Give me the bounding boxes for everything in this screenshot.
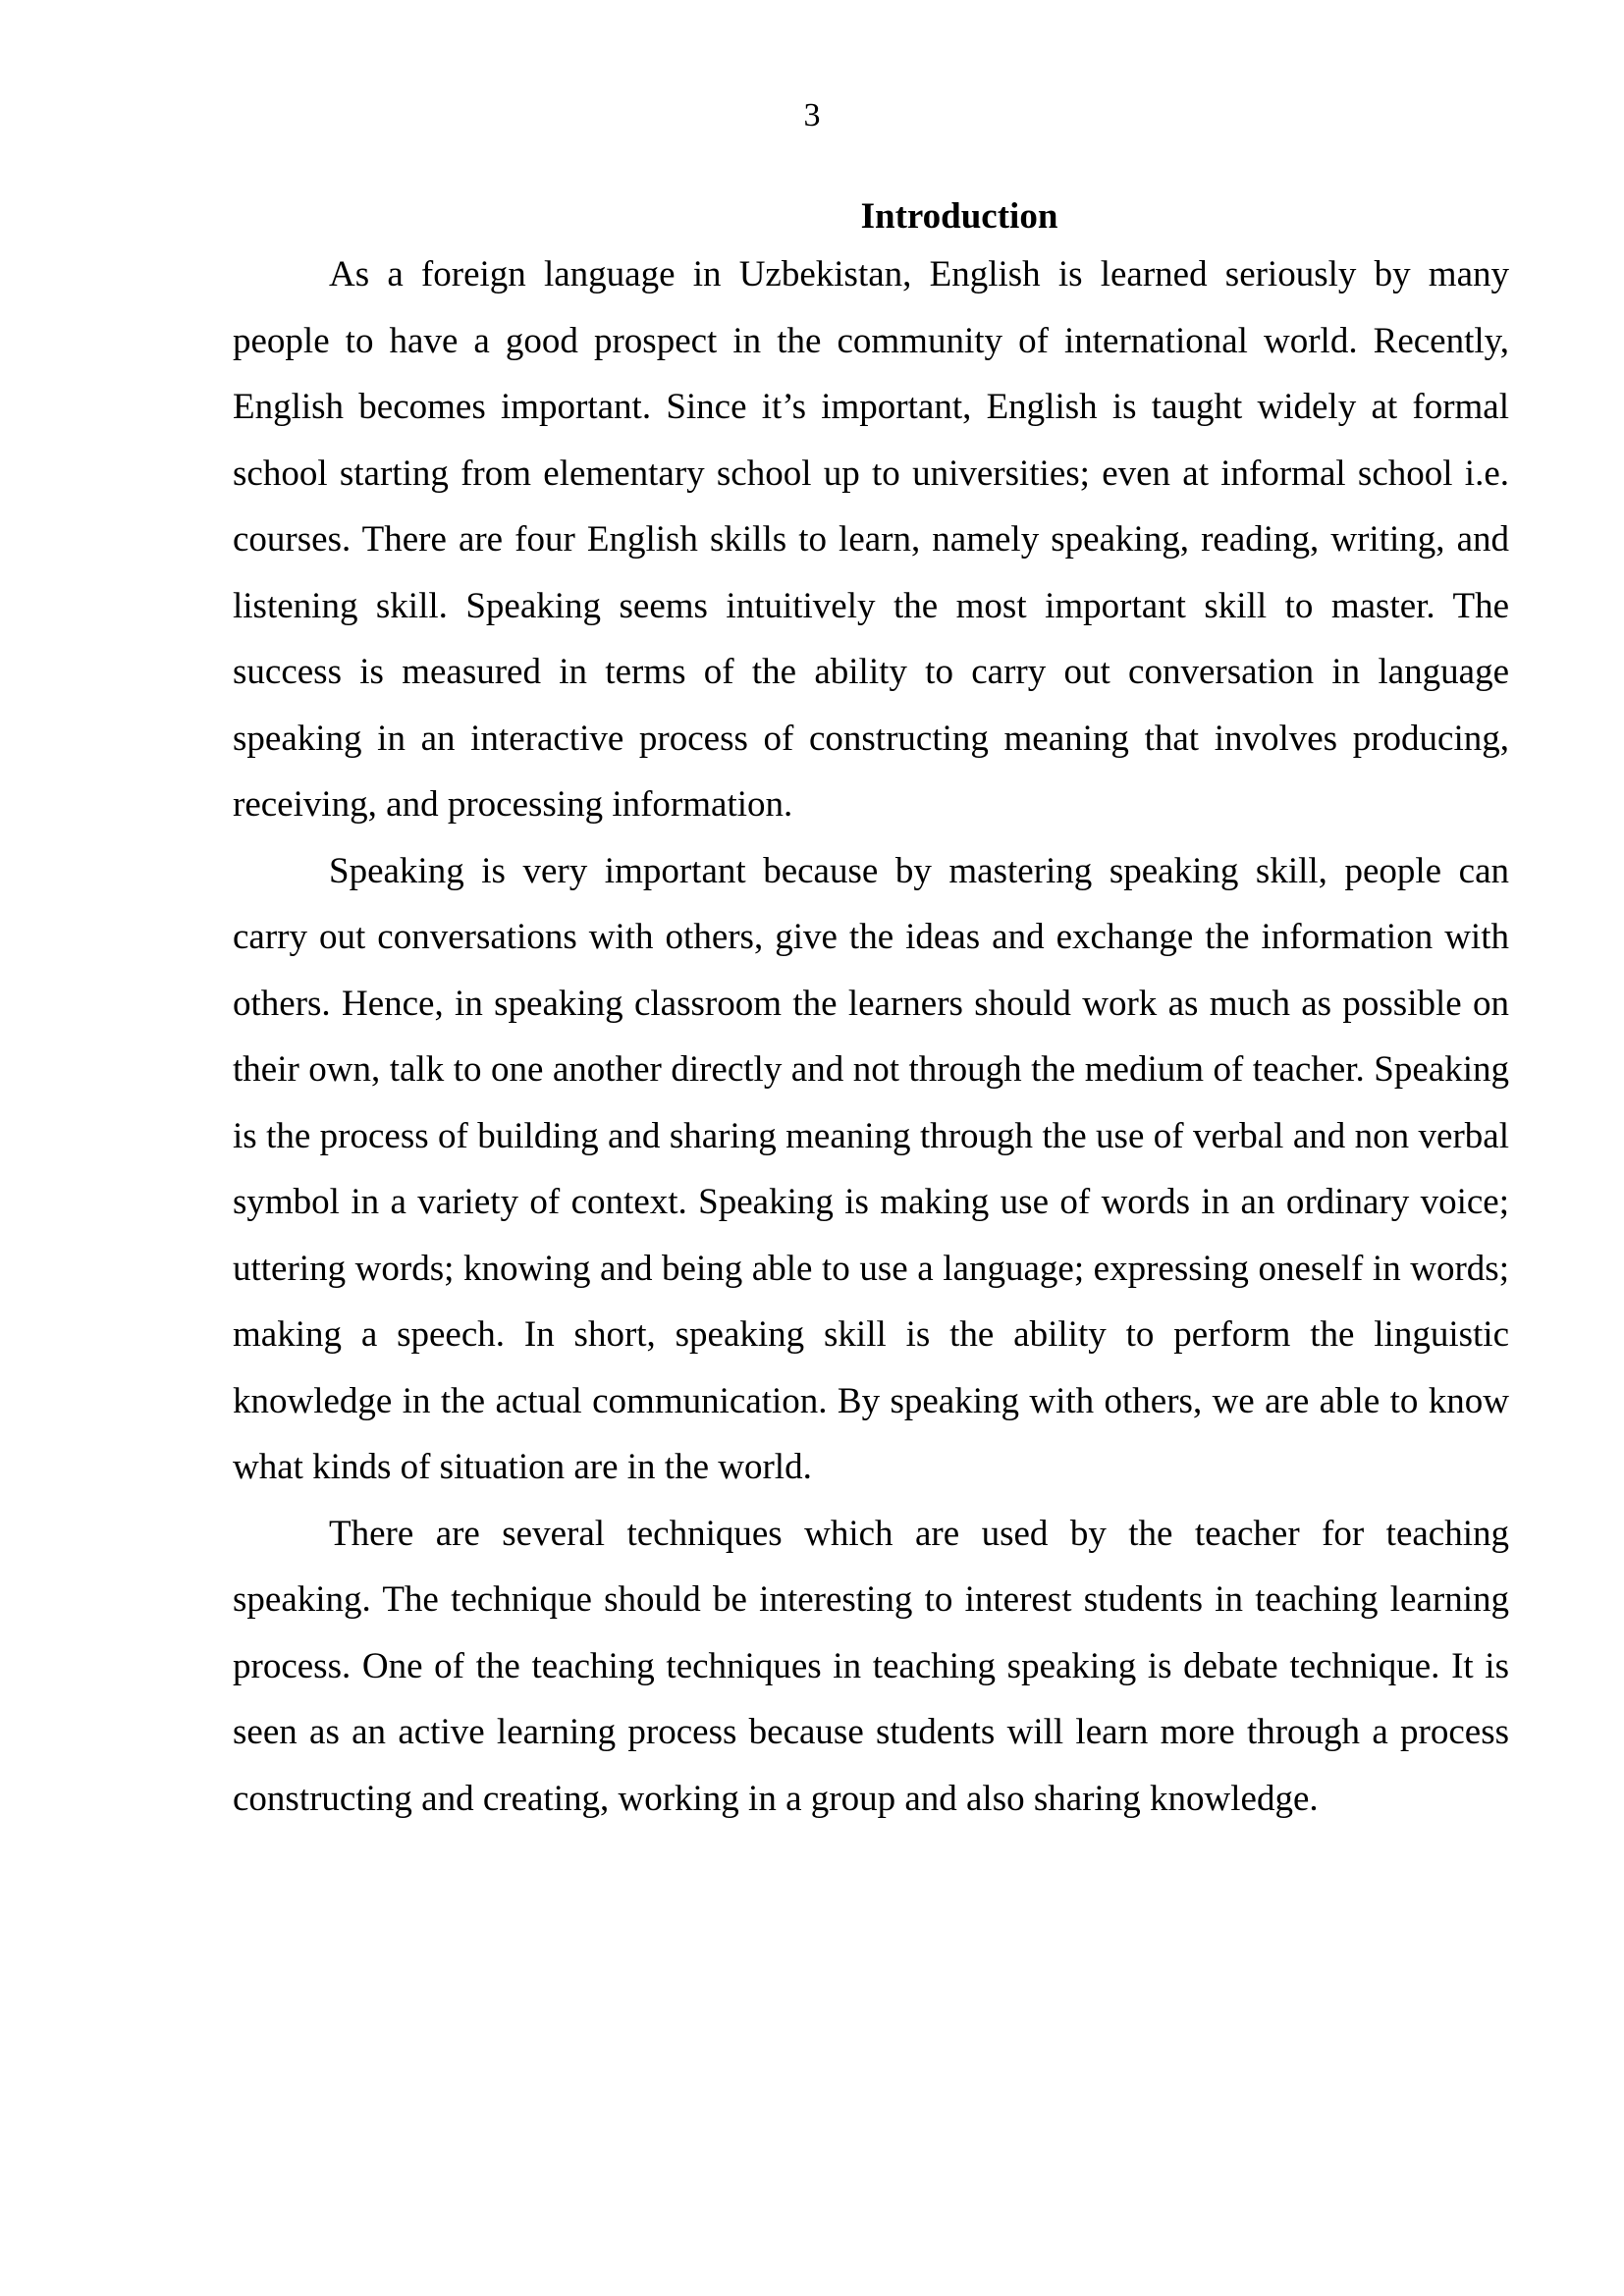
paragraph-3: There are several techniques which are used by the teacher for teaching speaking. The technique should be interesting to interest students in teaching learning process. One of the teaching techniques in teaching speaking is debate technique. It is seen as an active learning process because students will learn more through a process constructing and creating, working in a group and also sharing knowledge. bbox=[233, 1513, 1509, 1819]
page-number: 3 bbox=[803, 97, 821, 133]
section-heading: Introduction bbox=[860, 196, 1058, 237]
paragraph-1: As a foreign language in Uzbekistan, English is learned seriously by many people to have a good prospect in the community of international world. Recently, English becomes important. Since it’s important, English is taught widely at formal school starting from elementary school up to universities; even at informal school i.e. courses. There are four English skills to learn, namely speaking, reading, writing, and listening skill. Speaking seems intuitively the most important skill to master. The success is measured in terms of the ability to carry out conversation in language speaking in an interactive process of constructing meaning that involves producing, receiving, and processing information. bbox=[233, 254, 1509, 825]
page-content bbox=[233, 192, 1509, 1832]
paragraph-2: Speaking is very important because by mastering speaking skill, people can carry out conversations with others, give the ideas and exchange the information with others. Hence, in speaking classroom the learners should work as much as possible on their own, talk to one another directly and not through the medium of teacher. Speaking is the process of building and sharing meaning through the use of verbal and non verbal symbol in a variety of context. Speaking is making use of words in an ordinary voice; uttering words; knowing and being able to use a language; expressing oneself in words; making a speech. In short, speaking skill is the ability to perform the linguistic knowledge in the actual communication. By speaking with others, we are able to know what kinds of situation are in the world. bbox=[233, 850, 1509, 1487]
